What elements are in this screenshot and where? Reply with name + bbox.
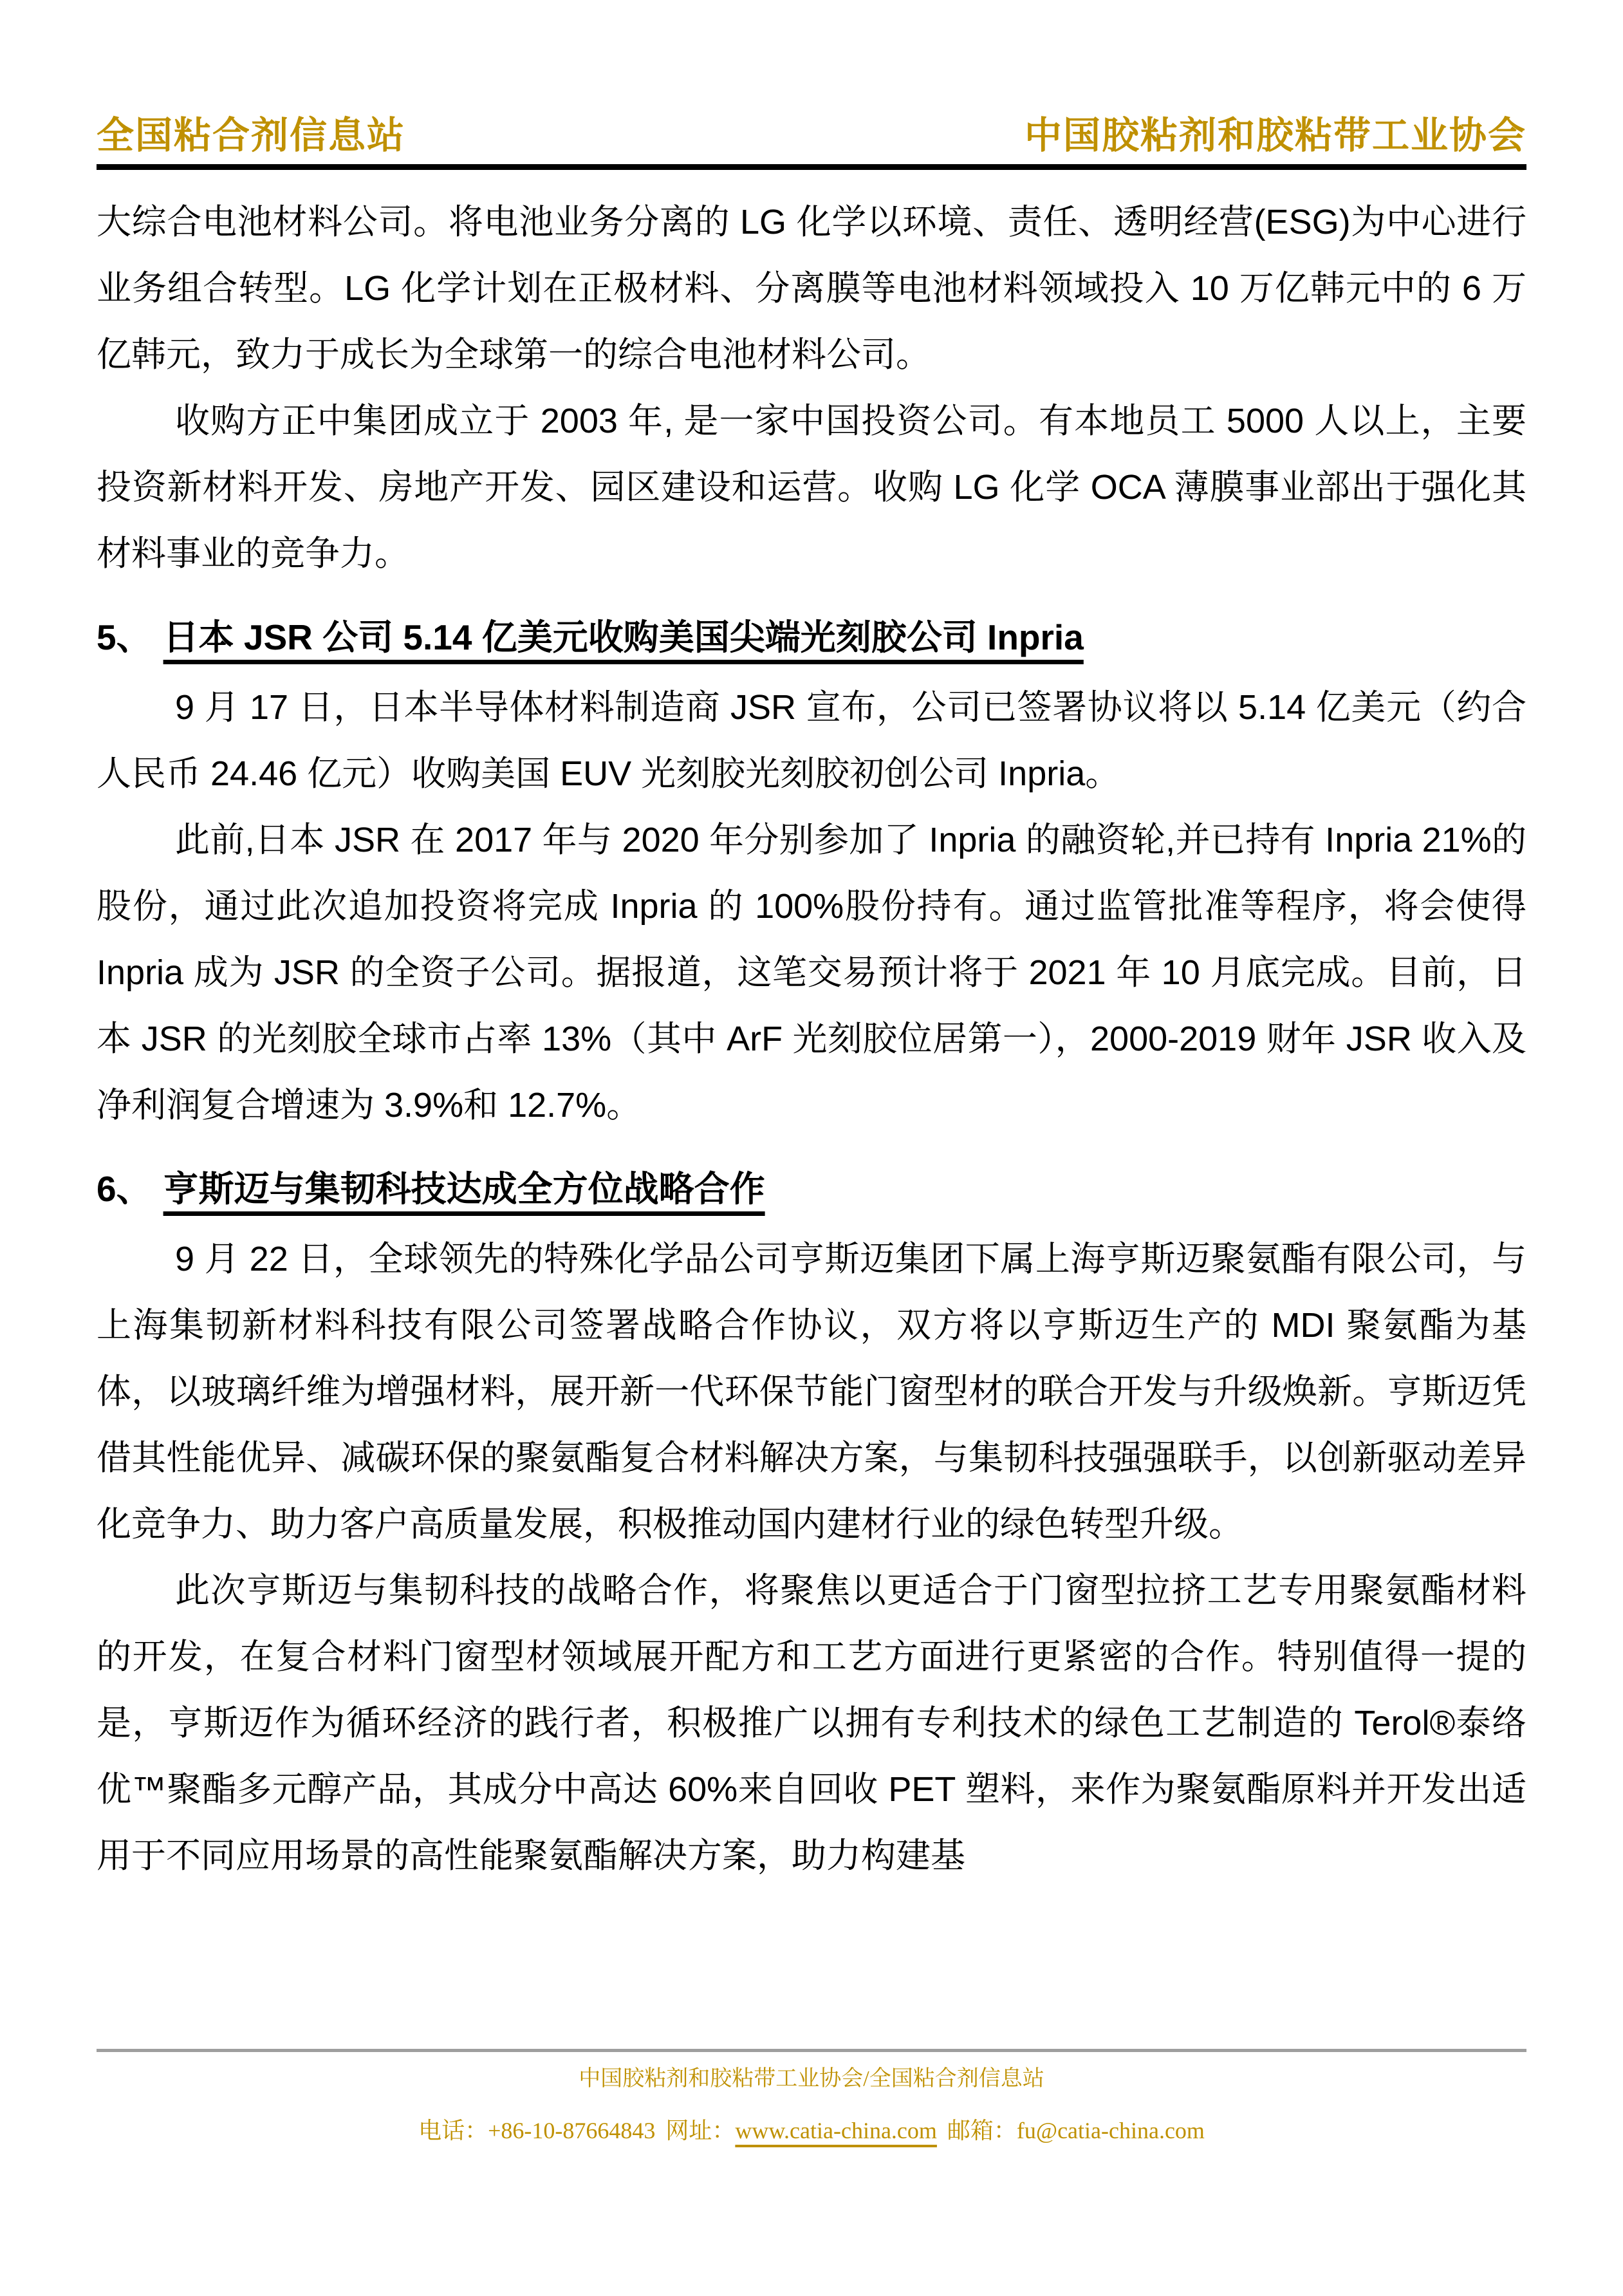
- page-header: [97, 111, 1526, 161]
- email-address: fu@catia-china.com: [1016, 2118, 1205, 2143]
- section-heading: [97, 1156, 1526, 1222]
- header-divider-rule: [97, 164, 1526, 170]
- heading-number: 5、: [97, 617, 152, 657]
- header-left-title: 全国粘合剂信息站: [97, 115, 406, 156]
- website-label: 网址：: [665, 2118, 736, 2143]
- phone-label: 电话：: [418, 2118, 488, 2143]
- body-paragraph: 9 月 22 日，全球领先的特殊化学品公司亨斯迈集团下属上海亨斯迈聚氨酯有限公司，与上海集韧新材料科技有限公司签署战略合作协议，双方将以亨斯迈生产的 MDI 聚氨酯为基体，以玻璃纤维为增强材料，展开新一代环保节能门窗型材的联合开发与升级焕新。亨斯迈凭借其性能优异、减碳环保的聚氨酯复合材料解决方案，与集韧科技强强联手，以创新驱动差异化竞争力、助力客户高质量发展，积极推动国内建材行业的绿色转型升级。: [97, 1240, 1526, 1544]
- website-link[interactable]: www.catia-china.com: [735, 2118, 937, 2143]
- document-body: [97, 189, 1526, 1889]
- footer-contact-line: [97, 2115, 1526, 2146]
- body-paragraph: 大综合电池材料公司。将电池业务分离的 LG 化学以环境、责任、透明经营(ESG)为中心进行业务组合转型。LG 化学计划在正极材料、分离膜等电池材料领域投入 10 万亿韩元中的 6 万亿韩元，致力于成长为全球第一的综合电池材料公司。: [97, 203, 1526, 374]
- page-footer: [97, 2049, 1526, 2146]
- header-right-title: 中国胶粘剂和胶粘带工业协会: [1024, 115, 1526, 156]
- footer-divider-rule: [97, 2049, 1526, 2052]
- heading-number: 6、: [97, 1169, 152, 1209]
- body-paragraph: 收购方正中集团成立于 2003 年, 是一家中国投资公司。有本地员工 5000 人以上，主要投资新材料开发、房地产开发、园区建设和运营。收购 LG 化学 OCA 薄膜事业部出于强化其材料事业的竞争力。: [97, 402, 1526, 573]
- section-heading: [97, 604, 1526, 671]
- body-paragraph: 此次亨斯迈与集韧科技的战略合作，将聚焦以更适合于门窗型拉挤工艺专用聚氨酯材料的开发，在复合材料门窗型材领域展开配方和工艺方面进行更紧密的合作。特别值得一提的是，亨斯迈作为循环经济的践行者，积极推广以拥有专利技术的绿色工艺制造的 Terol®泰络优™聚酯多元醇产品，其成分中高达 60%来自回收 PET 塑料，来作为聚氨酯原料并开发出适用于不同应用场景的高性能聚氨酯解决方案，助力构建基: [97, 1571, 1526, 1875]
- body-paragraph: 9 月 17 日，日本半导体材料制造商 JSR 宣布，公司已签署协议将以 5.14 亿美元（约合人民币 24.46 亿元）收购美国 EUV 光刻胶光刻胶初创公司 Inpria。: [97, 688, 1526, 793]
- body-paragraph: 此前,日本 JSR 在 2017 年与 2020 年分别参加了 Inpria 的融资轮,并已持有 Inpria 21%的股份，通过此次追加投资将完成 Inpria 的 100%股份持有。通过监管批准等程序，将会使得 Inpria 成为 JSR 的全资子公司。据报道，这笔交易预计将于 2021 年 10 月底完成。目前，日本 JSR 的光刻胶全球市占率 13%（其中 ArF 光刻胶位居第一），2000-2019 财年 JSR 收入及净利润复合增速为 3.9%和 12.7%。: [97, 821, 1526, 1125]
- heading-title: 亨斯迈与集韧科技达成全方位战略合作: [163, 1169, 765, 1209]
- footer-organization-line: 中国胶粘剂和胶粘带工业协会/全国粘合剂信息站: [579, 2067, 1044, 2091]
- phone-number: +86-10-87664843: [488, 2118, 656, 2143]
- heading-title: 日本 JSR 公司 5.14 亿美元收购美国尖端光刻胶公司 Inpria: [163, 617, 1084, 657]
- email-label: 邮箱：: [947, 2118, 1017, 2143]
